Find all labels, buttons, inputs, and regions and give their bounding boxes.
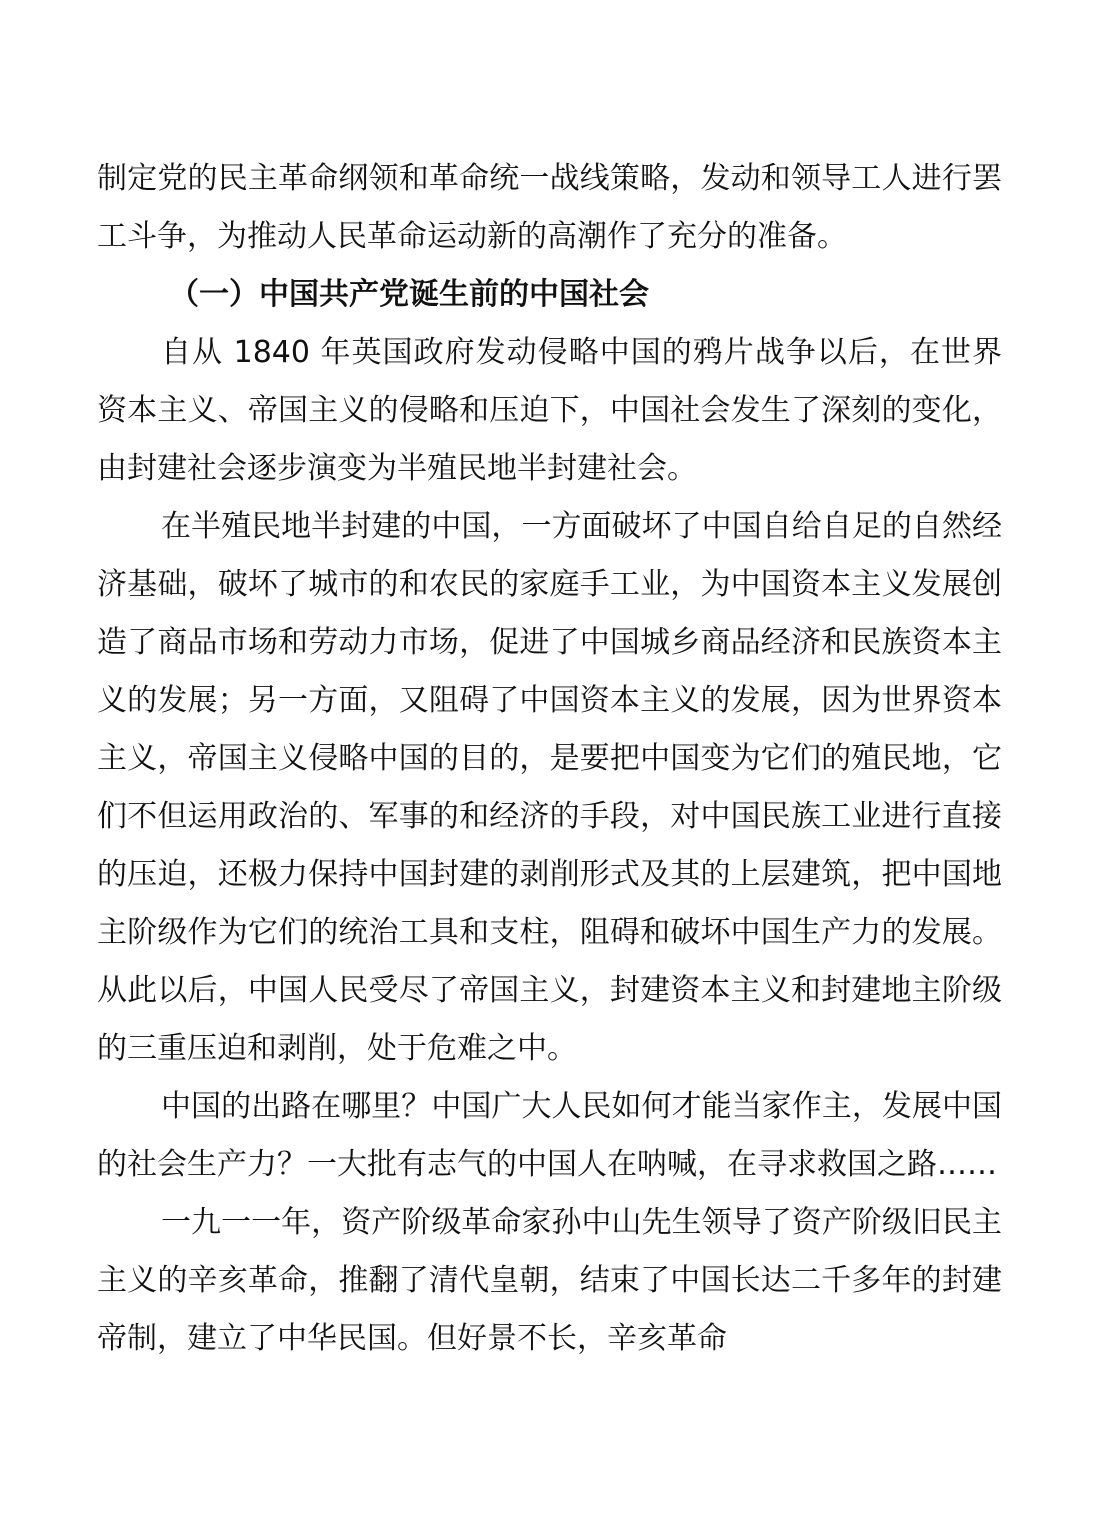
document-body xyxy=(97,150,1002,1368)
intro-paragraph: 制定党的民主革命纲领和革命统一战线策略，发动和领导工人进行罢工斗争，为推动人民革命运动新的高潮作了充分的准备。 xyxy=(97,161,1002,254)
paragraph-3: 中国的出路在哪里？中国广大人民如何才能当家作主，发展中国的社会生产力？一大批有志气的中国人在呐喊，在寻求救国之路…… xyxy=(97,1089,1002,1182)
paragraph-1: 自从 1840 年英国政府发动侵略中国的鸦片战争以后，在世界资本主义、帝国主义的侵略和压迫下，中国社会发生了深刻的变化，由封建社会逐步演变为半殖民地半封建社会。 xyxy=(97,335,1002,486)
paragraph-4: 一九一一年，资产阶级革命家孙中山先生领导了资产阶级旧民主主义的辛亥革命，推翻了清代皇朝，结束了中国长达二千多年的封建帝制，建立了中华民国。但好景不长，辛亥革命 xyxy=(97,1205,1002,1356)
section-heading: （一）中国共产党诞生前的中国社会 xyxy=(169,277,649,312)
paragraph-2: 在半殖民地半封建的中国，一方面破坏了中国自给自足的自然经济基础，破坏了城市的和农民的家庭手工业，为中国资本主义发展创造了商品市场和劳动力市场，促进了中国城乡商品经济和民族资本主义的发展；另一方面，又阻碍了中国资本主义的发展，因为世界资本主义，帝国主义侵略中国的目的，是要把中国变为它们的殖民地，它们不但运用政治的、军事的和经济的手段，对中国民族工业进行直接的压迫，还极力保持中国封建的剥削形式及其的上层建筑，把中国地主阶级作为它们的统治工具和支柱，阻碍和破坏中国生产力的发展。从此以后，中国人民受尽了帝国主义，封建资本主义和封建地主阶级的三重压迫和剥削，处于危难之中。 xyxy=(97,509,1002,1066)
